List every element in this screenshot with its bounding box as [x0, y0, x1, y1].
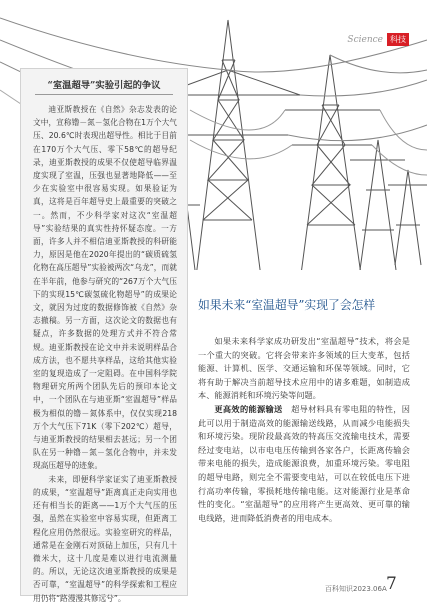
sidebar-paragraph: 未来，即便科学家证实了迪亚斯教授的成果，“室温超导”距离真正走向实用也还有相当长的距离——1万个大气压的压强，虽然在实验室中容易实现，但距离工程化应用仍然很远。实验室研究的样品，通常是在金刚石对顶砧上加压，只有几十微米大，这十几度是难以进行电流测量的。所以，无论这次迪亚斯教授的成果是否可靠，“室温超导”的科学探索和工程应用仍将“路漫漫其修远兮”。 — [33, 474, 177, 603]
sidebar-paragraph: 迪亚斯教授在《自然》杂志发表的论文中，宣称镥－氮－氢化合物在1万个大气压、20.6℃时表现出超导性。相比于目前在170万个大气压、零下58℃的超导纪录，迪亚斯教授的成果不仅使超导临界温度实现了室温，压强也显著地降低——至少在实验室中很容易实现。如果验证为真，这将是百年超导史上最重要的突破之一。然而，不少科学家对这次“室温超导”实验结果的真实性持怀疑态度。一方面，许多人并不相信迪亚斯教授的科研能力，原因是他在2020年提出的“碳质硫氢化物在高压超导”实验被两次“乌龙”，而就在半年前，他参与研究的“267万个大气压下的实现15℃碳氢硫化物超导”的成果论文，就因为过度的数据修饰被《自然》杂志撤稿。另一方面，这次论文的数据也有疑点，许多数据的处理方式并不符合常规。迪亚斯教授在论文中并未说明样品合成方法，也不愿共享样品，这给其他实验室的复现造成了一定阻碍。在中国科学院物理研究所两个团队先后的预印本论文中，一个团队在与迪亚斯“室温超导”样品极为相似的镥－氮体系中，仅仅实现218万个大气压下71K（零下202℃）超导，与迪亚斯教授的结果相去甚远；另一个团队在另一种镥－氮－氢化合物中，并未发现高压超导的迹象。 — [33, 105, 177, 471]
paragraph-text: 超导材料具有零电阻的特性，因此可以用于制造高效的能源输送线路，从而减少电能损失和环境污染。现阶段最高效的特高压交流输电技术，需要经过变电站，以市电电压传输到各家各户，长距离传输会带来电能的损失，造成能源浪费，加重环境污染。零电阻的超导电路，则完全不需要变电站，可以在较低电压下进行高功率传输，零损耗地传输电能。这对能源行业是革命性的变化。“室温超导”的应用将产生更高效、更可靠的输电线路，进而降低消费者的用电成本。 — [198, 403, 410, 523]
section-header — [347, 33, 409, 46]
paragraph-lead: 更高效的能源输送 — [214, 403, 283, 414]
sidebar-box — [20, 68, 188, 603]
article-heading: 如果未来“室温超导”实现了会怎样 — [198, 298, 376, 312]
sidebar-text — [33, 103, 177, 603]
article-paragraph — [198, 403, 410, 525]
section-badge: 科技 — [387, 33, 409, 46]
science-label: Science — [347, 34, 383, 45]
article-paragraph — [198, 335, 410, 403]
page-number: 7 — [386, 574, 397, 594]
sidebar-divider — [35, 94, 173, 95]
article-body — [198, 335, 410, 577]
paragraph-text: 如果未来科学家成功研发出“室温超导”技术，将会是一个重大的突破。它将会带来许多领域的巨大变革，包括能源、计算机、医学、交通运输和环保等领域。同时，它将有助于解决当前超导技术应用中的诸多难题，如制造成本、能源消耗和环境污染等问题。 — [198, 336, 410, 401]
sidebar-title: “室温超导”实验引起的争议 — [47, 80, 161, 91]
magazine-source: 百科知识2023.06A — [325, 585, 387, 593]
